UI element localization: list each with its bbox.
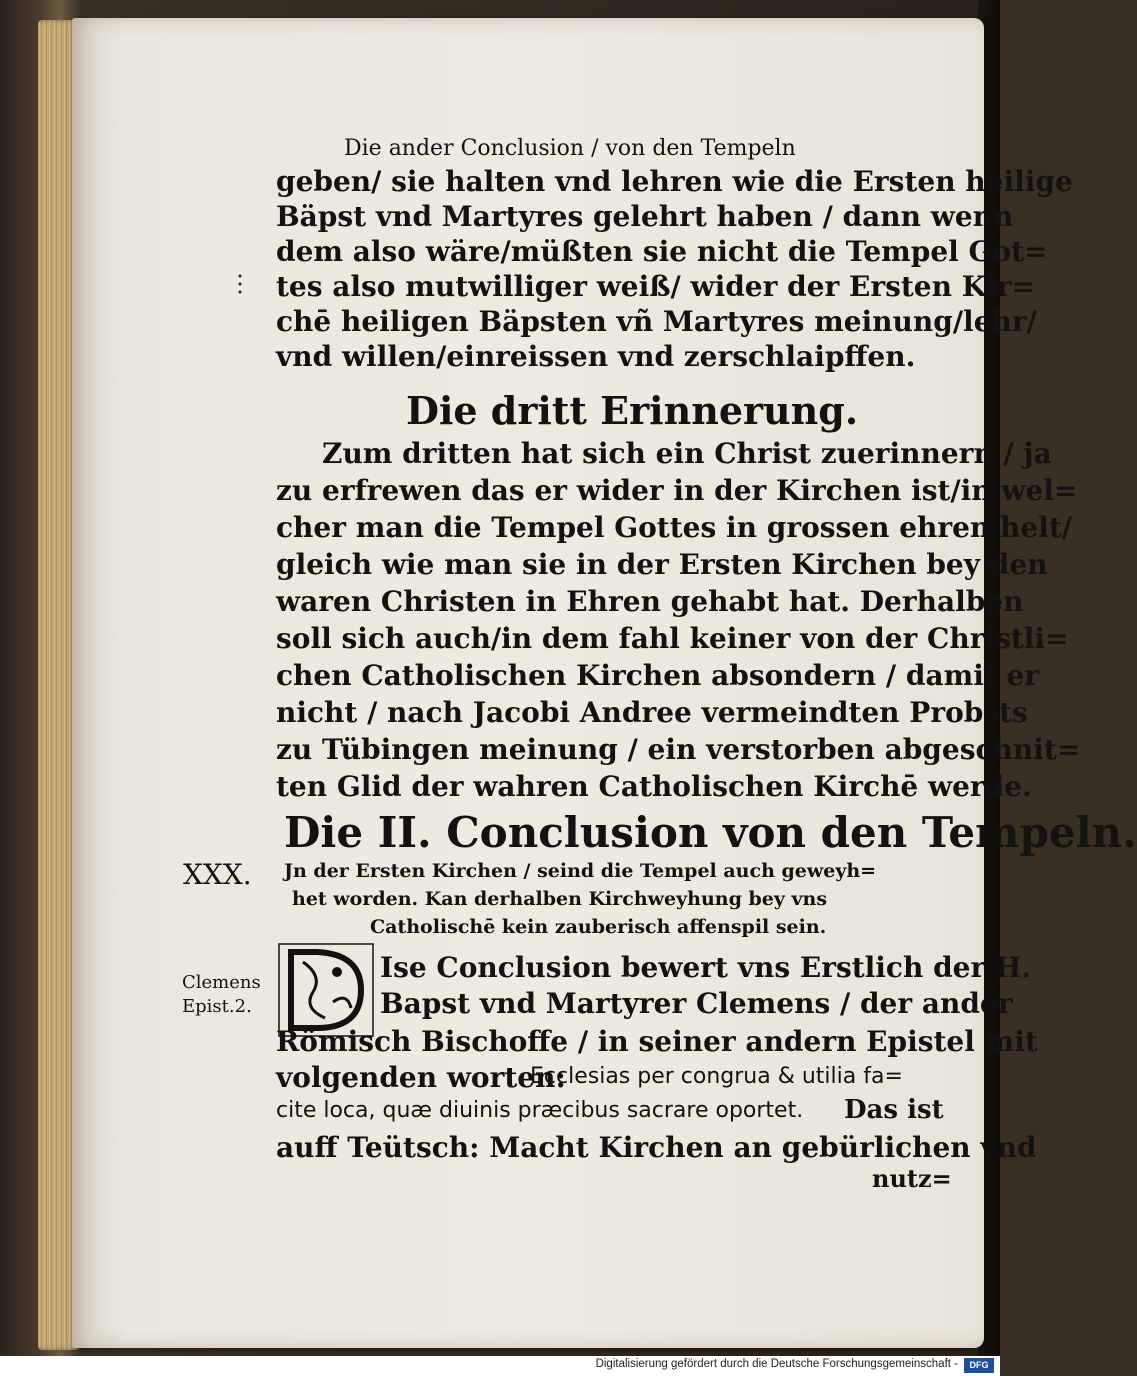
summary-line: Jn der Ersten Kirchen / seind die Tempel auch geweyh= [284,860,877,882]
text-line: Bäpst vnd Martyres gelehrt haben / dann wenn [276,200,1014,233]
text-line: dem also wäre/müßten sie nicht die Tempel Got= [276,235,1048,268]
text-line: tes also mutwilliger weiß/ wider der Ersten Kir= [276,270,1035,303]
summary-line: het worden. Kan derhalben Kirchweyhung bey vns [292,888,828,910]
text-line: geben/ sie halten vnd lehren wie die Ersten heilige [276,165,1073,198]
margin-note: Clemens [182,972,261,993]
text-line: ten Glid der wahren Catholischen Kirchē werde. [276,770,1032,803]
margin-note: Epist.2. [182,996,252,1017]
text-line: vnd willen/einreissen vnd zerschlaipffen. [276,340,916,373]
text-line: Ise Conclusion bewert vns Erstlich der H. [380,951,1032,984]
text-line: Römisch Bischoffe / in seiner andern Epistel mit [276,1025,1038,1058]
text-line: auff Teütsch: Macht Kirchen an gebürlichen vnd [276,1131,1037,1164]
text-line: zu erfrewen das er wider in der Kirchen ist/in wel= [276,474,1078,507]
running-head: Die ander Conclusion / von den Tempeln [344,136,796,161]
dfg-logo: DFG [964,1358,994,1373]
catchword: nutz= [872,1164,952,1193]
latin-quote: cite loca, quæ diuinis præcibus sacrare oportet. [276,1098,804,1123]
text-line: nicht / nach Jacobi Andree vermeindten Probsts [276,696,1028,729]
section-heading: Die dritt Erinnerung. [406,388,859,433]
stray-ink-mark [234,272,246,296]
text-line: zu Tübingen meinung / ein verstorben abgeschnit= [276,733,1081,766]
margin-number: XXX. [183,858,252,891]
footer-bar [0,1356,1000,1376]
text-line: Zum dritten hat sich ein Christ zuerinnern / ja [322,437,1052,470]
text-line: waren Christen in Ehren gehabt hat. Derhalben [276,585,1024,618]
text-line: Das ist [844,1095,944,1125]
text-line: cher man die Tempel Gottes in grossen ehren helt/ [276,511,1073,544]
text-line: gleich wie man sie in der Ersten Kirchen bey den [276,548,1048,581]
summary-line: Catholischē kein zauberisch affenspil sein. [370,916,827,938]
text-line: chen Catholischen Kirchen absondern / damit er [276,659,1040,692]
text-line: volgenden worten: [276,1061,566,1094]
text-line: chē heiligen Bäpsten vñ Martyres meinung/lehr/ [276,305,1037,338]
conclusion-heading: Die II. Conclusion von den Tempeln. [284,808,1137,857]
text-line: Bapst vnd Martyrer Clemens / der ander [380,987,1013,1020]
text-line: soll sich auch/in dem fahl keiner von der Christli= [276,622,1069,655]
latin-quote: Ecclesias per congrua & utilia fa= [530,1064,903,1089]
dropcap-initial [277,942,375,1038]
dropcap-letter: D [326,1004,327,1005]
footer-credit: Digitalisierung gefördert durch die Deutsche Forschungsgemeinschaft - [595,1358,958,1370]
